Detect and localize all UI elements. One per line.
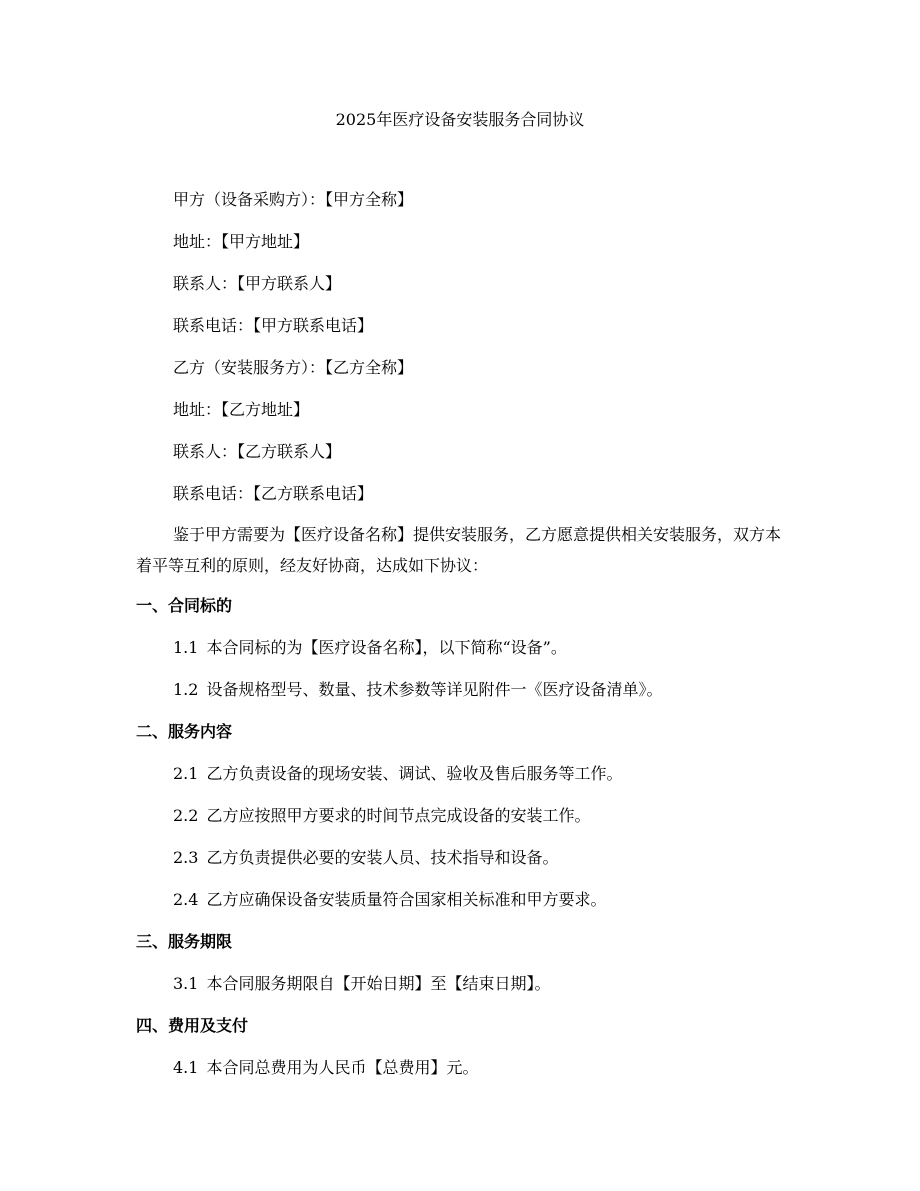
party-b-phone: 联系电话：【乙方联系电话】	[173, 484, 374, 503]
document-title: 2025年医疗设备安装服务合同协议	[335, 110, 585, 129]
section-4-heading: 四、费用及支付	[136, 1016, 249, 1035]
clause-text: 乙方应确保设备安装质量符合国家相关标准和甲方要求。	[206, 890, 607, 909]
clause-number: 2.1	[173, 764, 199, 783]
party-a-name: 甲方（设备采购方）：【甲方全称】	[173, 190, 414, 209]
preamble-text: 鉴于甲方需要为【医疗设备名称】提供安装服务，乙方愿意提供相关安装服务，双方本着平等互利的原则，经友好协商，达成如下协议：	[136, 525, 782, 575]
clause-text: 乙方负责提供必要的安装人员、技术指导和设备。	[206, 848, 559, 867]
clause-2-3	[173, 846, 558, 870]
clause-number: 1.1	[173, 638, 199, 657]
party-b-contact: 联系人：【乙方联系人】	[173, 442, 342, 461]
clause-text: 本合同总费用为人民币【总费用】元。	[206, 1058, 479, 1077]
party-a-phone: 联系电话：【甲方联系电话】	[173, 316, 374, 335]
party-a-address: 地址：【甲方地址】	[173, 232, 310, 251]
clause-1-2	[173, 678, 662, 702]
party-b-address: 地址：【乙方地址】	[173, 400, 310, 419]
section-2-heading: 二、服务内容	[136, 722, 233, 741]
clause-text: 本合同标的为【医疗设备名称】，以下简称“设备”。	[206, 638, 567, 657]
clause-text: 本合同服务期限自【开始日期】至【结束日期】。	[206, 974, 551, 993]
party-b-name: 乙方（安装服务方）：【乙方全称】	[173, 358, 414, 377]
clause-1-1	[173, 636, 567, 660]
clause-number: 2.3	[173, 848, 199, 867]
preamble-paragraph	[136, 519, 786, 581]
clause-number: 3.1	[173, 974, 199, 993]
clause-text: 乙方应按照甲方要求的时间节点完成设备的安装工作。	[206, 806, 591, 825]
clause-number: 1.2	[173, 680, 199, 699]
clause-2-2	[173, 804, 590, 828]
clause-number: 2.4	[173, 890, 199, 909]
clause-text: 乙方负责设备的现场安装、调试、验收及售后服务等工作。	[206, 764, 623, 783]
clause-4-1	[173, 1056, 478, 1080]
clause-number: 2.2	[173, 806, 199, 825]
section-1-heading: 一、合同标的	[136, 596, 233, 615]
clause-3-1	[173, 972, 550, 996]
section-3-heading: 三、服务期限	[136, 932, 233, 951]
clause-2-1	[173, 762, 622, 786]
clause-number: 4.1	[173, 1058, 199, 1077]
clause-2-4	[173, 888, 606, 912]
clause-text: 设备规格型号、数量、技术参数等详见附件一《医疗设备清单》。	[206, 680, 663, 699]
party-a-contact: 联系人：【甲方联系人】	[173, 274, 342, 293]
